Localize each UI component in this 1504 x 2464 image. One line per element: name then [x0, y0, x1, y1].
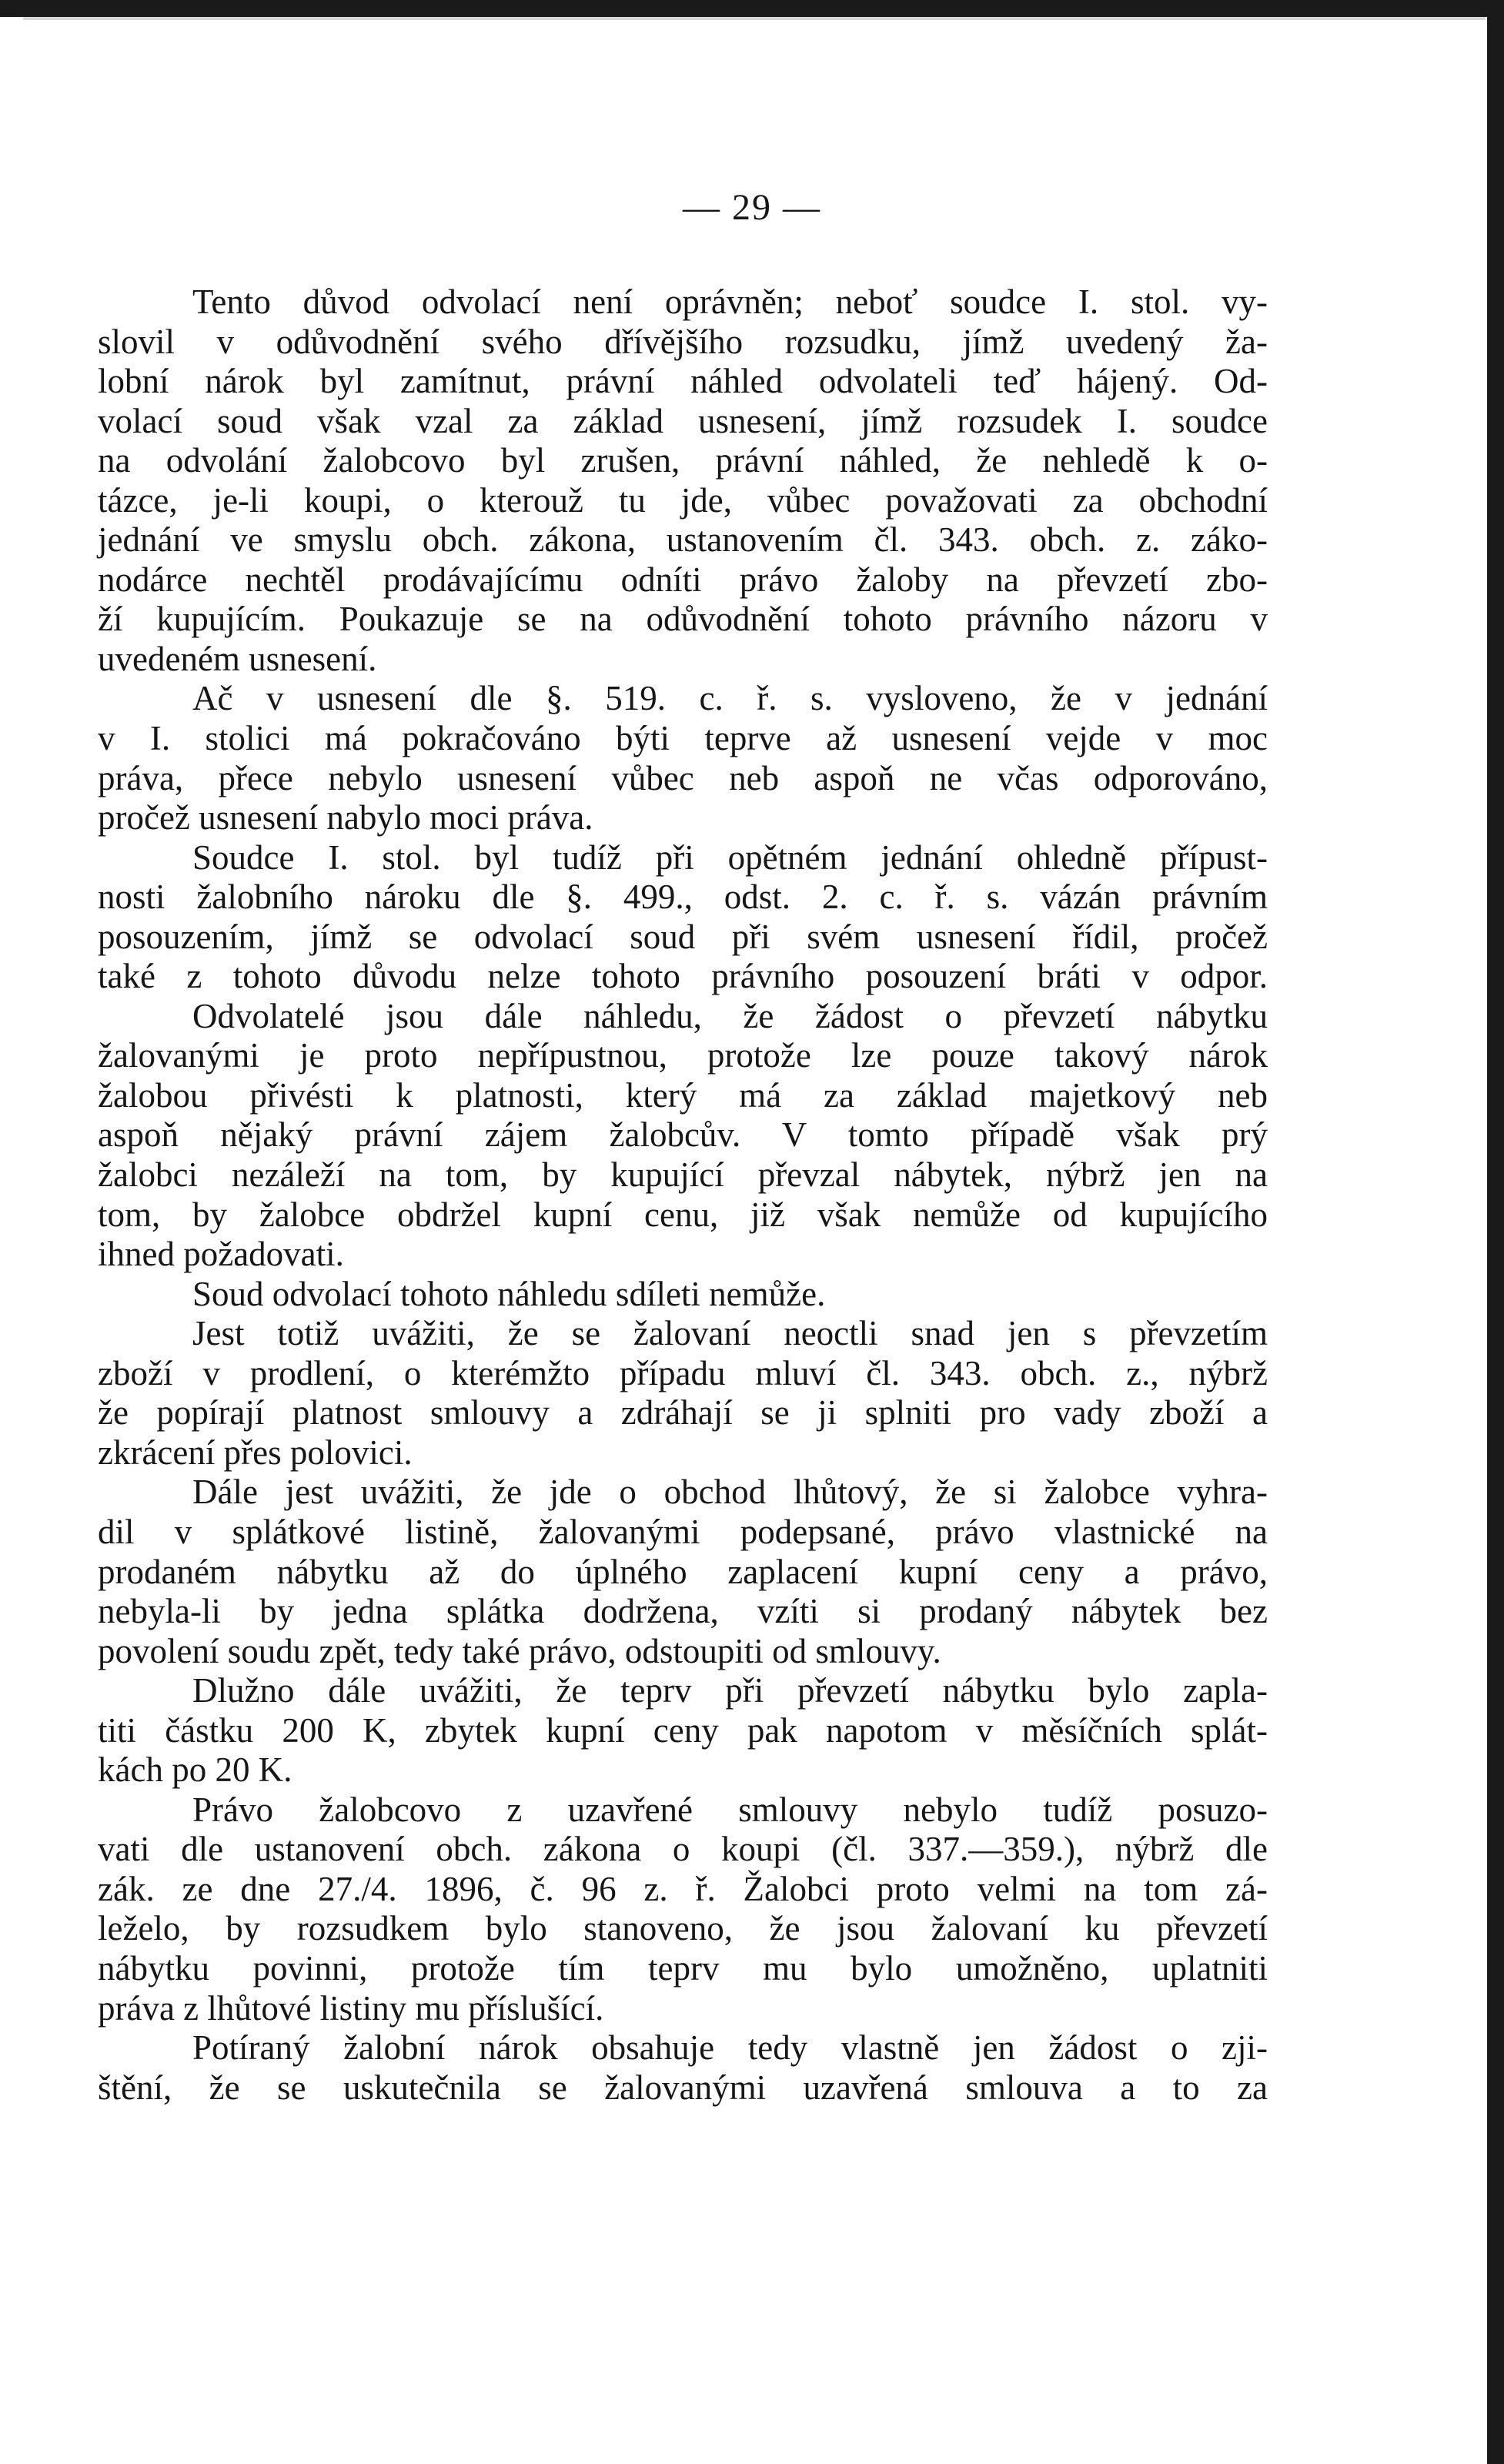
text-line: nosti žalobního nároku dle §. 499., odst. 2. c. ř. s. vázán právním: [98, 878, 1268, 917]
text-line: žalovanými je proto nepřípustnou, protože lze pouze takový nárok: [98, 1036, 1268, 1075]
text-line: žalobci nezáleží na tom, by kupující převzal nábytek, nýbrž jen na: [98, 1155, 1268, 1195]
text-line: tom, by žalobce obdržel kupní cenu, již však nemůže od kupujícího: [98, 1195, 1268, 1234]
text-line: nebyla-li by jedna splátka dodržena, vzíti si prodaný nábytek bez: [98, 1592, 1268, 1631]
text-line: Potíraný žalobní nárok obsahuje tedy vlastně jen žádost o zji-: [192, 2028, 1268, 2068]
text-line: žalobou přivésti k platnosti, který má za základ majetkový neb: [98, 1075, 1268, 1115]
page-number: — 29 —: [683, 187, 821, 228]
text-line: slovil v odůvodnění svého dřívějšího rozsudku, jímž uvedený ža-: [98, 322, 1268, 361]
text-line: štění, že se uskutečnila se žalovanými uzavřená smlouva a to za: [98, 2068, 1268, 2107]
text-line: Tento důvod odvolací není oprávněn; neboť soudce I. stol. vy-: [192, 283, 1268, 321]
text-line: Jest totiž uvážiti, že se žalovaní neoctli snad jen s převzetím: [192, 1314, 1268, 1353]
text-line: nábytku povinni, protože tím teprv mu bylo umožněno, uplatniti: [98, 1948, 1268, 1988]
text-line: titi částku 200 K, zbytek kupní ceny pak napotom v měsíčních splát-: [98, 1710, 1268, 1750]
text-line: na odvolání žalobcovo byl zrušen, právní náhled, že nehledě k o-: [98, 441, 1268, 480]
text-line: ihned požadovati.: [98, 1235, 344, 1274]
text-line: uvedeném usnesení.: [98, 639, 377, 678]
text-line: Dále jest uvážiti, že jde o obchod lhůtový, že si žalobce vyhra-: [192, 1473, 1268, 1512]
text-line: vati dle ustanovení obch. zákona o koupi (čl. 337.—359.), nýbrž dle: [98, 1830, 1268, 1869]
text-line: také z tohoto důvodu nelze tohoto právního posouzení bráti v odpor.: [98, 957, 1268, 996]
text-line: lobní nárok byl zamítnut, právní náhled odvolateli teď hájený. Od-: [98, 362, 1268, 401]
text-line: práva z lhůtové listiny mu příslušící.: [98, 1988, 604, 2028]
text-line: Soudce I. stol. byl tudíž při opětném jednání ohledně přípust-: [192, 837, 1268, 877]
text-line: posouzením, jímž se odvolací soud při svém usnesení řídil, pročež: [98, 917, 1268, 956]
text-line: Právo žalobcovo z uzavřené smlouvy nebylo tudíž posuzo-: [192, 1790, 1268, 1829]
text-line: Ač v usnesení dle §. 519. c. ř. s. vysloveno, že v jednání: [192, 679, 1268, 718]
body-text: [98, 283, 1268, 2108]
text-line: Dlužno dále uvážiti, že teprv při převzetí nábytku bylo zapla-: [192, 1671, 1268, 1710]
text-line: zák. ze dne 27./4. 1896, č. 96 z. ř. Žalobci proto velmi na tom zá-: [98, 1869, 1268, 1908]
text-line: volací soud však vzal za základ usnesení, jímž rozsudek I. soudce: [98, 401, 1268, 440]
text-line: práva, přece nebylo usnesení vůbec neb aspoň ne včas odporováno,: [98, 758, 1268, 797]
text-line: že popírají platnost smlouvy a zdráhají se ji splniti pro vady zboží a: [98, 1393, 1268, 1433]
text-line: zkrácení přes polovici.: [98, 1433, 413, 1472]
text-line: Soud odvolací tohoto náhledu sdíleti nemůže.: [192, 1274, 826, 1313]
text-line: jednání ve smyslu obch. zákona, ustanovením čl. 343. obch. z. záko-: [98, 520, 1268, 560]
text-line: tázce, je-li koupi, o kterouž tu jde, vůbec považovati za obchodní: [98, 480, 1268, 520]
text-line: dil v splátkové listině, žalovanými podepsané, právo vlastnické na: [98, 1512, 1268, 1551]
text-line: aspoň nějaký právní zájem žalobcův. V tomto případě však prý: [98, 1115, 1268, 1155]
text-line: Odvolatelé jsou dále náhledu, že žádost o převzetí nábytku: [192, 996, 1268, 1035]
text-line: zboží v prodlení, o kterémžto případu mluví čl. 343. obch. z., nýbrž: [98, 1353, 1268, 1392]
text-line: pročež usnesení nabylo moci práva.: [98, 798, 593, 837]
text-line: ží kupujícím. Poukazuje se na odůvodnění tohoto právního názoru v: [98, 600, 1268, 639]
text-line: povolení soudu zpět, tedy také právo, odstoupiti od smlouvy.: [98, 1631, 941, 1670]
text-line: v I. stolici má pokračováno býti teprve až usnesení vejde v moc: [98, 719, 1268, 758]
text-line: prodaném nábytku až do úplného zaplacení kupní ceny a právo,: [98, 1552, 1268, 1591]
text-line: nodárce nechtěl prodávajícímu odníti právo žaloby na převzetí zbo-: [98, 560, 1268, 599]
text-line: kách po 20 K.: [98, 1750, 292, 1790]
text-line: leželo, by rozsudkem bylo stanoveno, že jsou žalovaní ku převzetí: [98, 1909, 1268, 1948]
